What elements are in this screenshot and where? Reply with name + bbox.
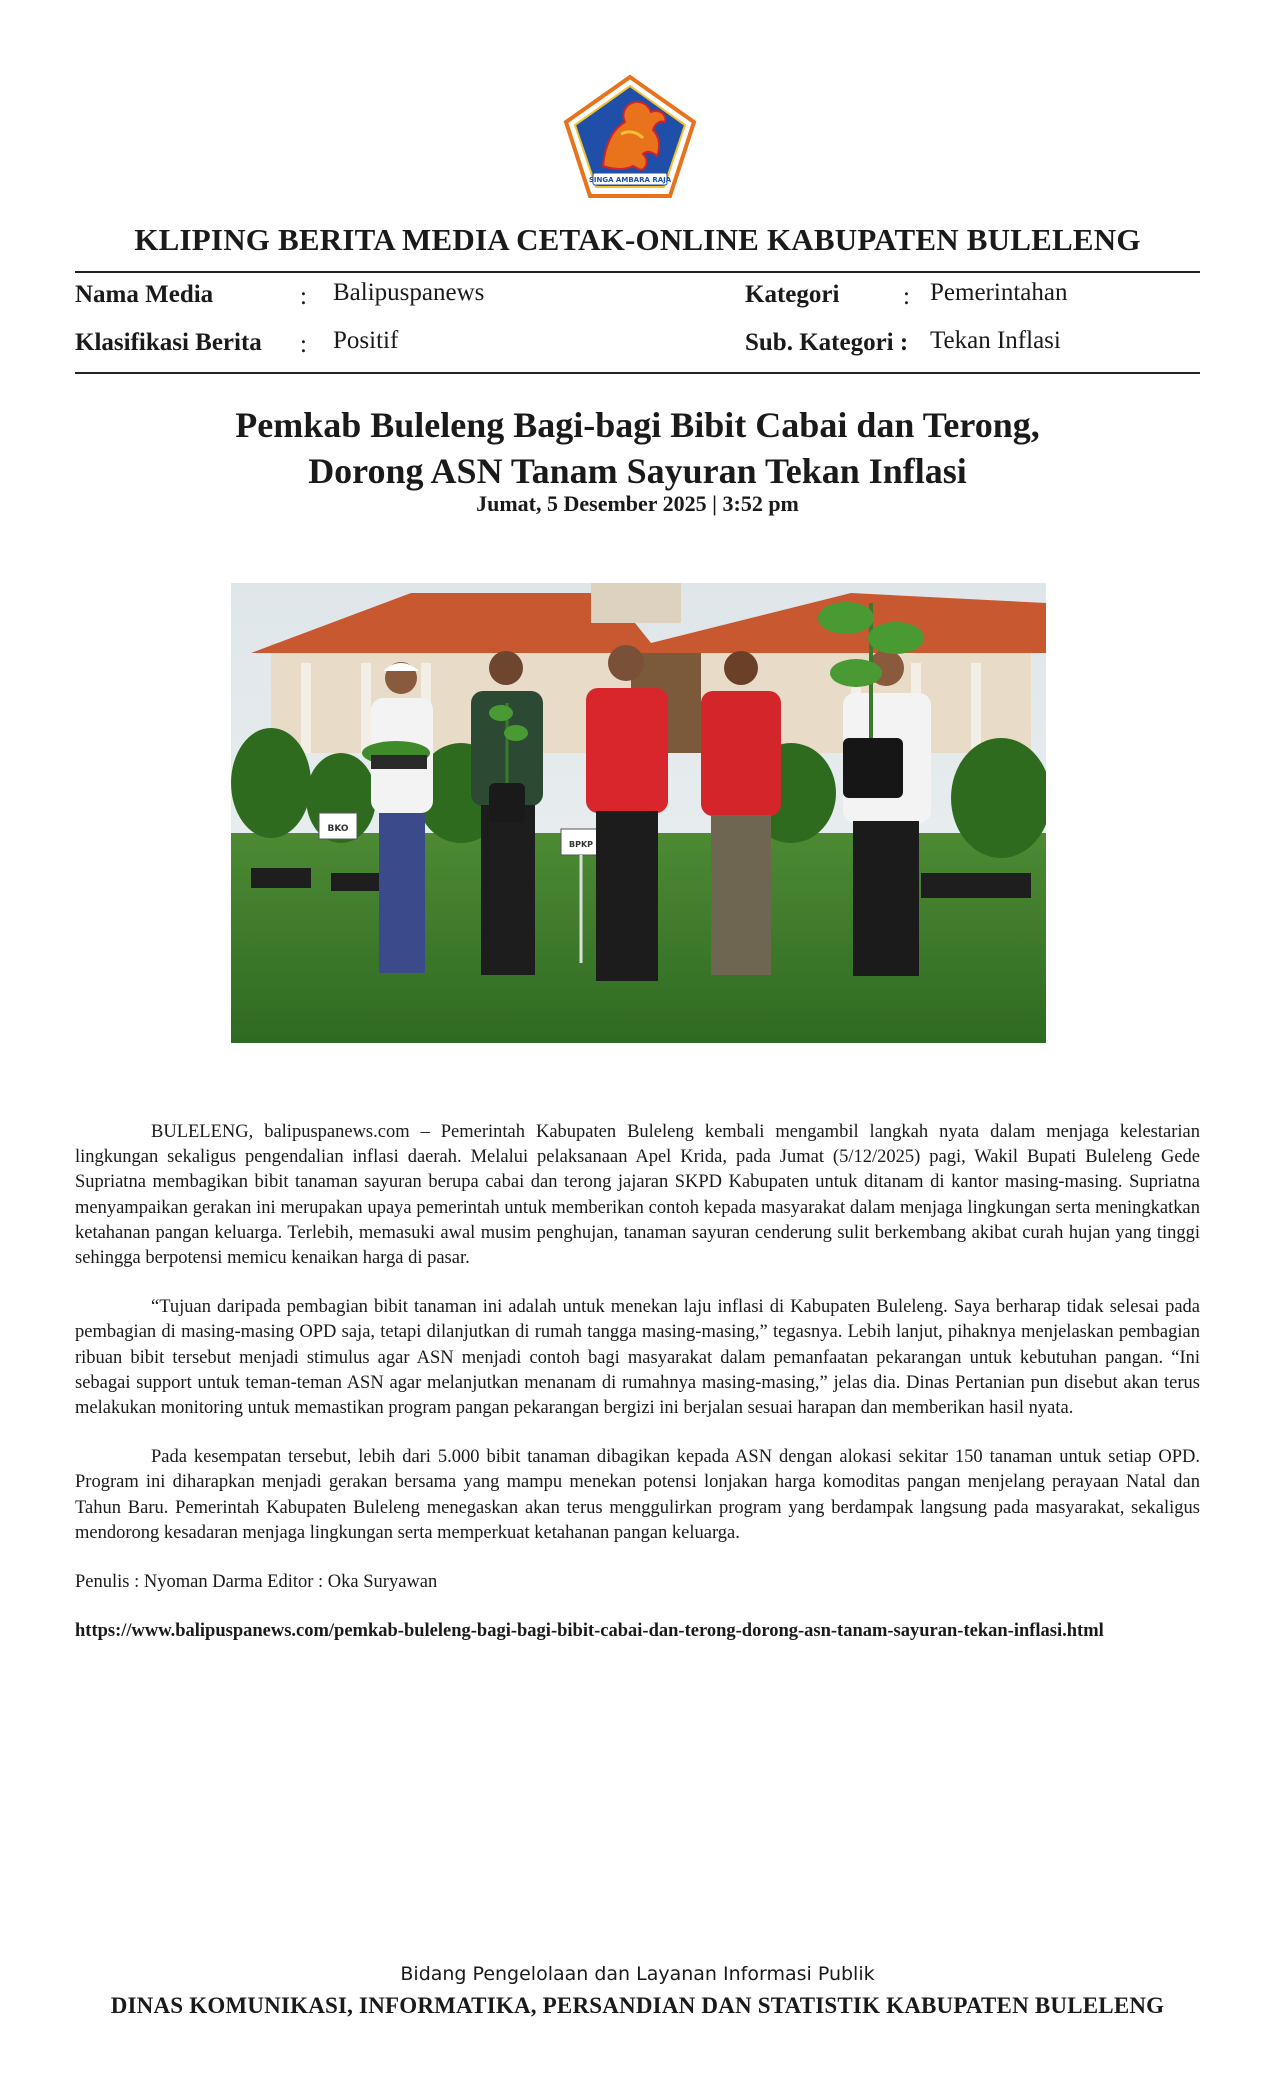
article-source-link[interactable]: https://www.balipuspanews.com/pemkab-buleleng-bagi-bagi-bibit-cabai-dan-terong-dorong-asn-tanam-sayuran-tekan-inflasi.html xyxy=(75,1621,1104,1642)
emblem-icon xyxy=(563,74,697,200)
meta-kategori-colon: : xyxy=(903,283,910,310)
buleleng-emblem xyxy=(563,74,697,200)
emblem-motto: SINGA AMBARA RAJA xyxy=(588,176,672,184)
footer-department: Bidang Pengelolaan dan Layanan Informasi Publik xyxy=(400,1963,875,1985)
article-photo xyxy=(231,583,1046,1043)
meta-subkategori-label: Sub. Kategori : xyxy=(745,329,909,356)
article-paragraph-2: “Tujuan daripada pembagian bibit tanaman ini adalah untuk menekan laju inflasi di Kabupaten Buleleng. Saya berharap tidak selesai pada pembagian di masing-masing OPD saja, tetapi dilanjutkan di rumah tangga masing-masing,” tegasnya. Lebih lanjut, pihaknya menjelaskan pembagian ribuan bibit tersebut menjadi stimulus agar ASN menjadi contoh bagi masyarakat dalam pemanfaatan pekarangan untuk kebutuhan pangan. “Ini sebagai support untuk teman-teman ASN agar melanjutkan menanam di rumahnya masing-masing,” jelas dia. Dinas Pertanian pun disebut akan terus melakukan monitoring untuk memastikan program pangan pekarangan bergizi ini berjalan sesuai harapan dan memberikan hasil nyata. xyxy=(75,1297,1200,1419)
photo-sign-bko: BKO xyxy=(327,824,349,834)
clipping-header-title: KLIPING BERITA MEDIA CETAK-ONLINE KABUPATEN BULELENG xyxy=(134,222,1141,257)
meta-kategori xyxy=(745,281,1200,309)
article-title-line2: Dorong ASN Tanam Sayuran Tekan Inflasi xyxy=(308,451,967,491)
meta-klasifikasi-value: Positif xyxy=(333,327,399,354)
meta-media xyxy=(75,281,675,309)
article-paragraph-3: Pada kesempatan tersebut, lebih dari 5.000 bibit tanaman dibagikan kepada ASN dengan alokasi sekitar 150 tanaman untuk setiap OPD. Program ini diharapkan menjadi gerakan bersama yang mampu menekan potensi lonjakan harga komoditas pangan menjelang perayaan Natal dan Tahun Baru. Pemerintah Kabupaten Buleleng menegaskan akan terus menggulirkan program yang berdampak langsung pada masyarakat, sekaligus mendorong kesadaran menjaga lingkungan serta memperkuat ketahanan pangan keluarga. xyxy=(75,1447,1200,1543)
meta-klasifikasi-colon: : xyxy=(300,331,307,358)
article-title-line1: Pemkab Buleleng Bagi-bagi Bibit Cabai dan Terong, xyxy=(235,405,1040,445)
meta-kategori-value: Pemerintahan xyxy=(930,279,1068,306)
photo-sign-bpkp: BPKP xyxy=(568,840,594,849)
header-divider-top xyxy=(75,271,1200,273)
meta-media-colon: : xyxy=(300,283,307,310)
photo-illustration xyxy=(231,583,1046,1043)
photo-person-3 xyxy=(586,645,668,981)
article-credits: Penulis : Nyoman Darma Editor : Oka Suryawan xyxy=(75,1572,438,1593)
meta-kategori-label: Kategori xyxy=(745,281,840,308)
header-divider-bottom xyxy=(75,372,1200,374)
article-body xyxy=(75,1120,1200,1644)
article-title xyxy=(0,402,1275,494)
meta-klasifikasi-label: Klasifikasi Berita xyxy=(75,329,262,356)
photo-person-4 xyxy=(701,651,781,975)
article-date: Jumat, 5 Desember 2025 | 3:52 pm xyxy=(476,491,799,516)
meta-media-label: Nama Media xyxy=(75,281,214,308)
article-paragraph-1: BULELENG, balipuspanews.com – Pemerintah Kabupaten Buleleng kembali mengambil langkah nyata dalam menjaga kelestarian lingkungan sekaligus pengendalian inflasi daerah. Melalui pelaksanaan Apel Krida, pada Jumat (5/12/2025) pagi, Wakil Bupati Buleleng Gede Supriatna membagikan bibit tanaman sayuran berupa cabai dan terong jajaran SKPD Kabupaten untuk ditanam di kantor masing-masing. Supriatna menyampaikan gerakan ini merupakan upaya pemerintah untuk memberikan contoh kepada masyarakat dalam menjaga lingkungan serta meningkatkan ketahanan pangan keluarga. Terlebih, memasuki awal musim penghujan, tanaman sayuran cenderung sulit berkembang akibat curah hujan yang tinggi sehingga berpotensi memicu kenaikan harga di pasar. xyxy=(75,1122,1200,1269)
footer-agency: DINAS KOMUNIKASI, INFORMATIKA, PERSANDIAN DAN STATISTIK KABUPATEN BULELENG xyxy=(110,1993,1165,2018)
meta-subkategori xyxy=(745,329,1200,357)
meta-media-value: Balipuspanews xyxy=(333,279,485,306)
meta-klasifikasi xyxy=(75,329,675,357)
photo-person-2 xyxy=(471,651,543,975)
meta-subkategori-value: Tekan Inflasi xyxy=(930,327,1061,354)
